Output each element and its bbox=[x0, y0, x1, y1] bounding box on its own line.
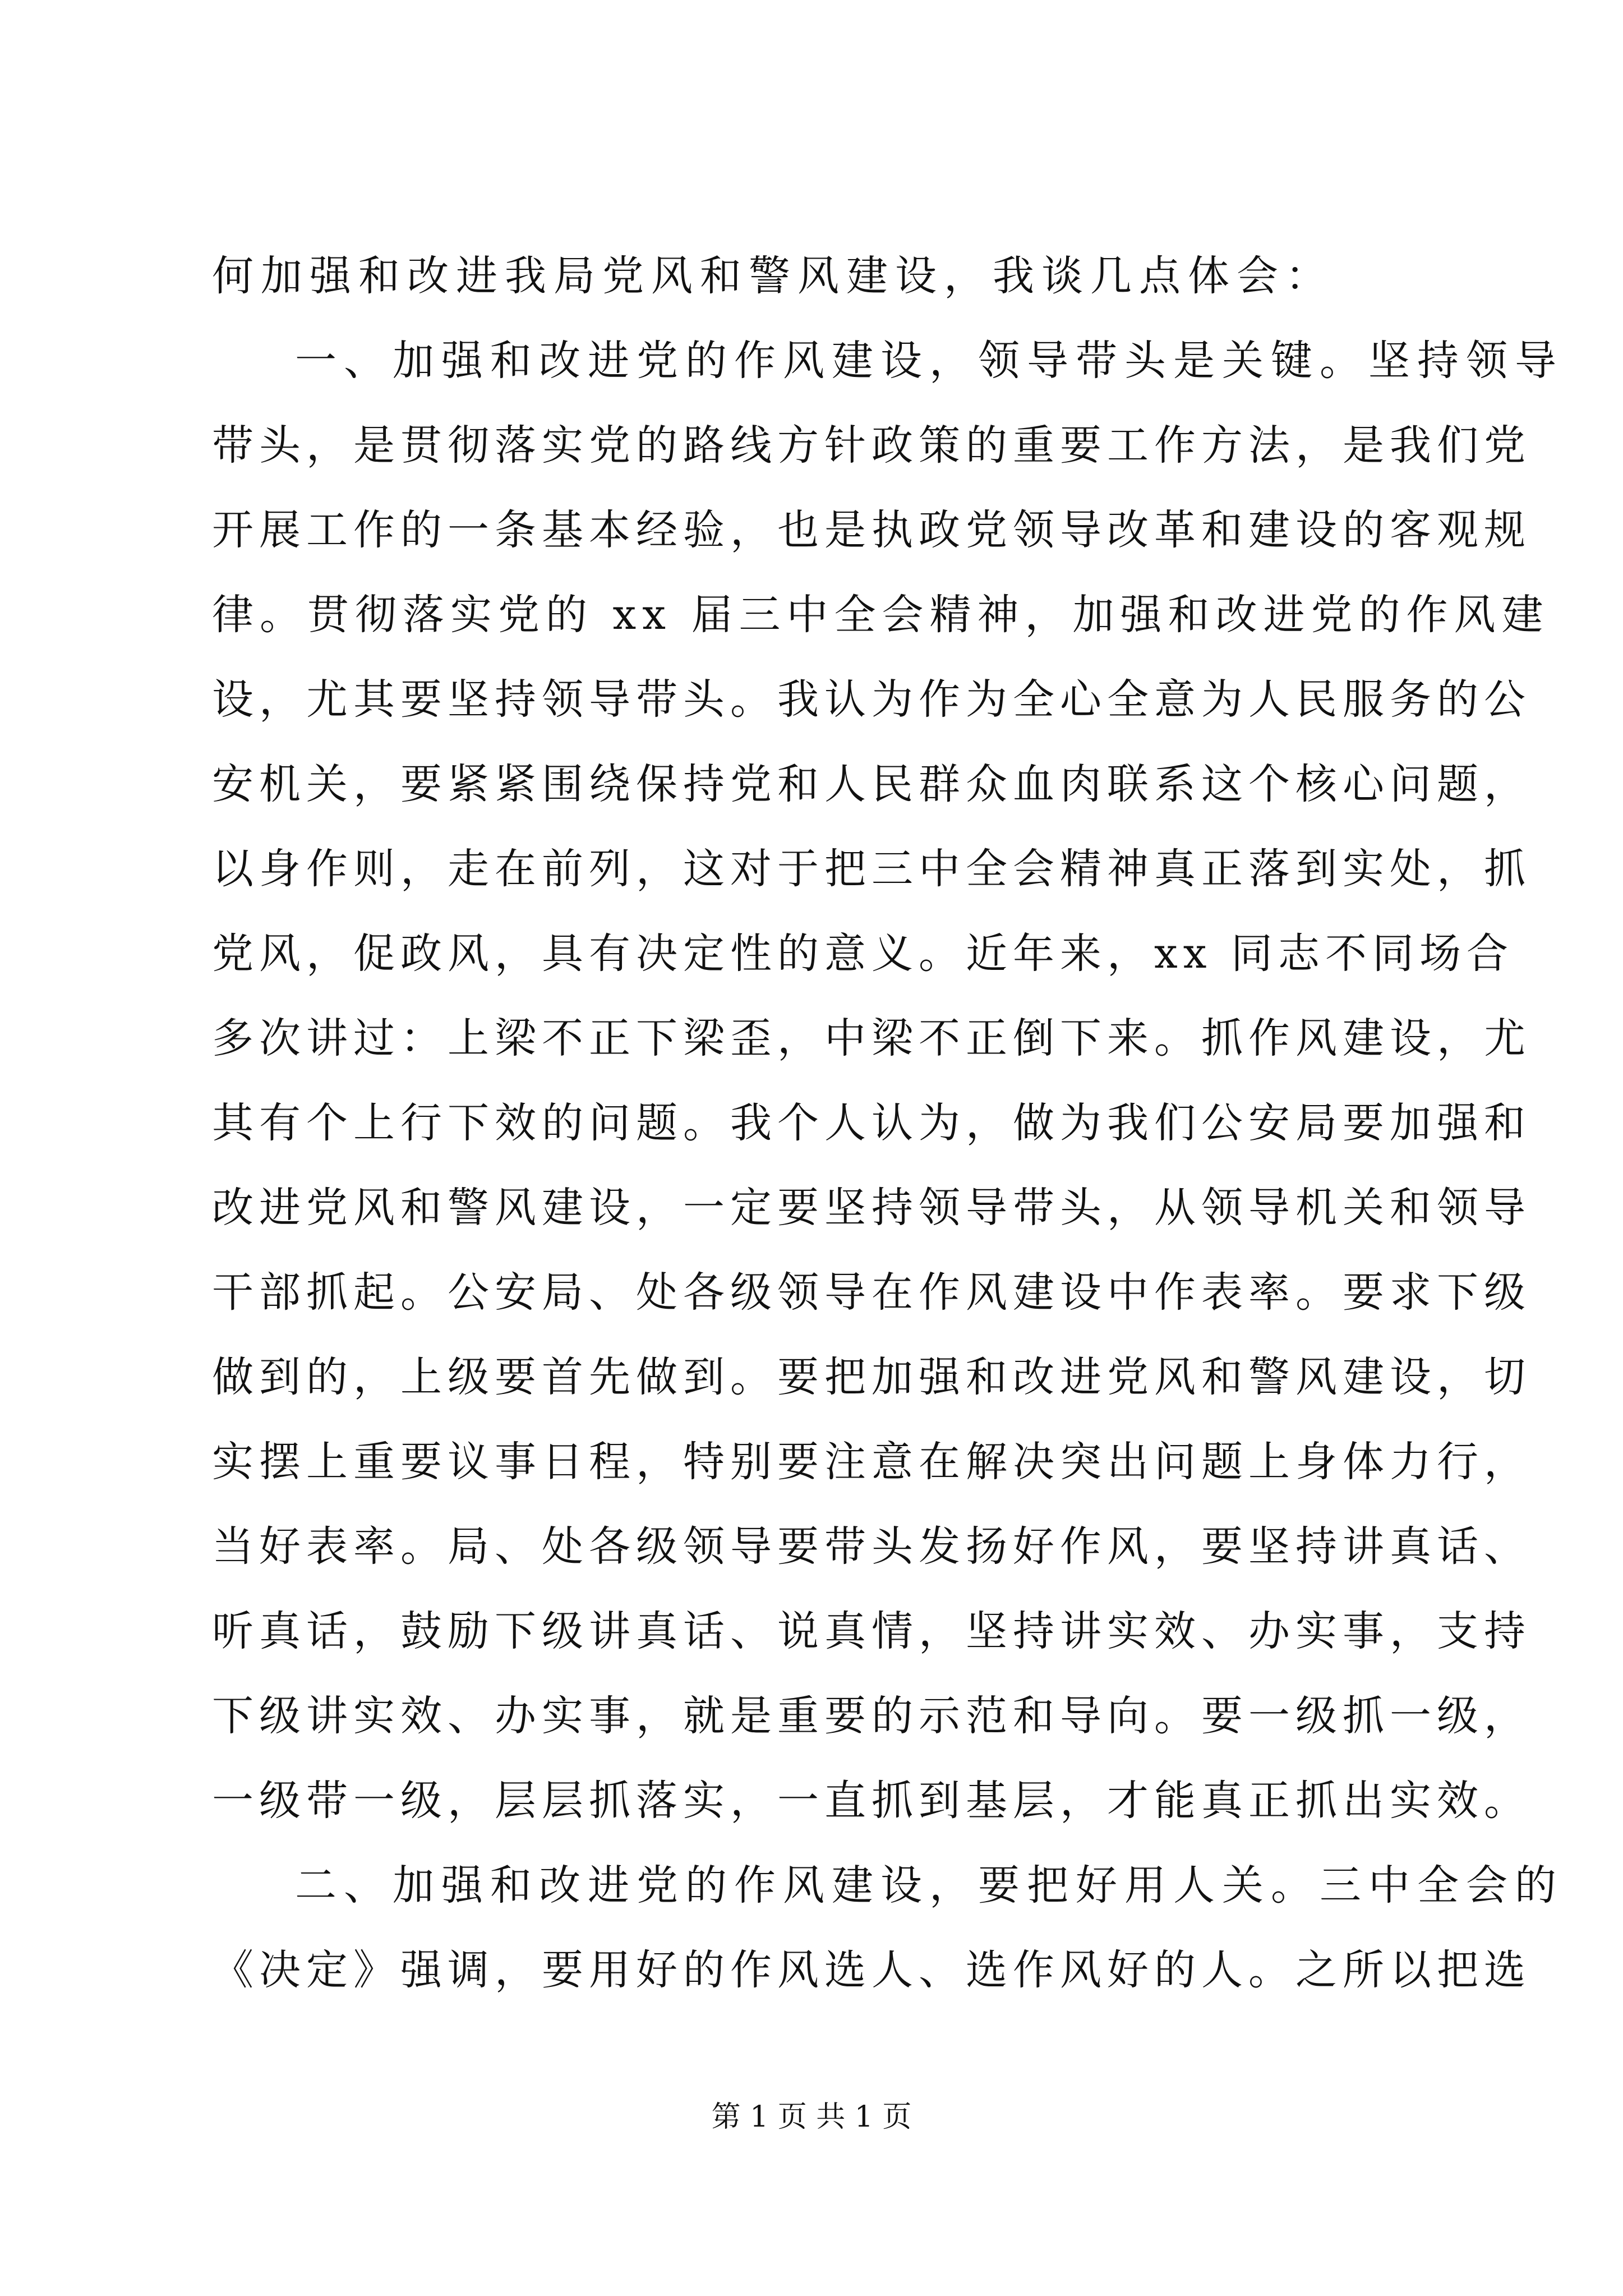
text-line bbox=[212, 421, 1531, 509]
text-line bbox=[212, 1014, 1531, 1102]
text-line bbox=[212, 1184, 1531, 1272]
line-text-11: 其有个上行下效的问题。我个人认为，做为我们公安局要加强和 bbox=[212, 1099, 1531, 1147]
line-text-15: 实摆上重要议事日程，特别要注意在解决突出问题上身体力行， bbox=[212, 1438, 1531, 1486]
text-line bbox=[212, 591, 1550, 679]
line-text-19: 一级带一级，层层抓落实，一直抓到基层，才能真正抓出实效。 bbox=[212, 1777, 1531, 1825]
line-text-9: 党风，促政风，具有决定性的意义。近年来，xx 同志不同场合 bbox=[212, 930, 1514, 978]
line-text-16: 当好表率。局、处各级领导要带头发扬好作风，要坚持讲真话、 bbox=[212, 1522, 1531, 1571]
line-text-2: 一、加强和改进党的作风建设，领导带头是关键。坚持领导 bbox=[295, 337, 1564, 385]
paragraph-2-first-line bbox=[212, 1861, 1564, 1949]
text-line bbox=[212, 506, 1531, 594]
line-text-21: 《决定》强调，要用好的作风选人、选作风好的人。之所以把选 bbox=[212, 1946, 1531, 1994]
line-text-1: 何加强和改进我局党风和警风建设，我谈几点体会： bbox=[212, 252, 1334, 300]
text-line bbox=[212, 675, 1531, 763]
line-text-13: 干部抓起。公安局、处各级领导在作风建设中作表率。要求下级 bbox=[212, 1268, 1531, 1317]
line-text-18: 下级讲实效、办实事，就是重要的示范和导向。要一级抓一级， bbox=[212, 1692, 1531, 1740]
text-line bbox=[212, 1353, 1531, 1441]
line-text-7: 安机关，要紧紧围绕保持党和人民群众血肉联系这个核心问题， bbox=[212, 760, 1531, 808]
text-line bbox=[212, 760, 1531, 848]
text-line bbox=[212, 845, 1531, 933]
text-line bbox=[212, 1268, 1531, 1356]
line-text-20: 二、加强和改进党的作风建设，要把好用人关。三中全会的 bbox=[295, 1861, 1564, 1910]
line-text-8: 以身作则，走在前列，这对于把三中全会精神真正落到实处，抓 bbox=[212, 845, 1531, 893]
text-line bbox=[212, 1607, 1531, 1695]
text-line bbox=[212, 1946, 1531, 2034]
line-text-12: 改进党风和警风建设，一定要坚持领导带头，从领导机关和领导 bbox=[212, 1184, 1531, 1232]
text-line bbox=[212, 1099, 1531, 1187]
text-line bbox=[212, 1522, 1531, 1611]
line-text-5: 律。贯彻落实党的 xx 届三中全会精神，加强和改进党的作风建 bbox=[212, 591, 1550, 639]
text-line bbox=[212, 1438, 1531, 1526]
text-line bbox=[212, 1777, 1531, 1865]
page-footer: 第 1 页 共 1 页 bbox=[711, 2100, 912, 2134]
text-line bbox=[212, 930, 1514, 1018]
text-line bbox=[212, 1692, 1531, 1780]
paragraph-1-first-line bbox=[212, 337, 1564, 425]
body-text bbox=[212, 252, 1564, 2034]
line-text-17: 听真话，鼓励下级讲真话、说真情，坚持讲实效、办实事，支持 bbox=[212, 1607, 1531, 1655]
line-text-6: 设，尤其要坚持领导带头。我认为作为全心全意为人民服务的公 bbox=[212, 675, 1531, 724]
line-text-14: 做到的，上级要首先做到。要把加强和改进党风和警风建设，切 bbox=[212, 1353, 1531, 1401]
text-line bbox=[212, 252, 1412, 340]
line-text-4: 开展工作的一条基本经验，也是执政党领导改革和建设的客观规 bbox=[212, 506, 1531, 554]
line-text-10: 多次讲过：上梁不正下梁歪，中梁不正倒下来。抓作风建设，尤 bbox=[212, 1014, 1531, 1062]
line-text-3: 带头，是贯彻落实党的路线方针政策的重要工作方法，是我们党 bbox=[212, 421, 1531, 470]
